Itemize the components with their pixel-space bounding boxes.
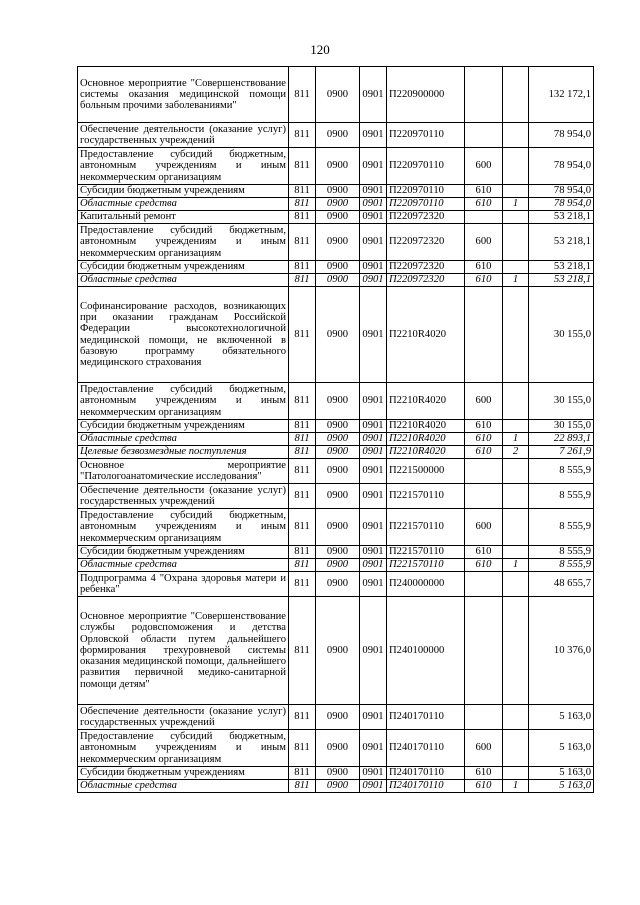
row-amount: 53 218,1 <box>529 224 594 261</box>
row-target-article: П2210R4020 <box>387 420 465 433</box>
row-section-code: 0900 <box>316 546 360 559</box>
row-funding-source <box>503 383 529 420</box>
row-amount: 5 163,0 <box>529 730 594 767</box>
row-ved-code: 811 <box>289 383 316 420</box>
row-amount: 48 655,7 <box>529 572 594 597</box>
row-amount: 53 218,1 <box>529 211 594 224</box>
table-row <box>78 780 594 793</box>
row-subsection-code: 0901 <box>360 597 387 705</box>
row-target-article: П240170110 <box>387 705 465 730</box>
row-expense-type <box>465 123 503 148</box>
row-section-code: 0900 <box>316 148 360 185</box>
row-section-code: 0900 <box>316 509 360 546</box>
row-amount: 30 155,0 <box>529 287 594 383</box>
row-section-code: 0900 <box>316 123 360 148</box>
row-section-code: 0900 <box>316 446 360 459</box>
row-name: Обеспечение деятельности (оказание услуг) государственных учреждений <box>78 705 289 730</box>
row-expense-type: 610 <box>465 446 503 459</box>
row-funding-source: 1 <box>503 433 529 446</box>
table-row <box>78 123 594 148</box>
table-row <box>78 509 594 546</box>
row-section-code: 0900 <box>316 459 360 484</box>
row-name: Обеспечение деятельности (оказание услуг) государственных учреждений <box>78 123 289 148</box>
row-funding-source <box>503 67 529 123</box>
row-section-code: 0900 <box>316 287 360 383</box>
row-expense-type: 600 <box>465 383 503 420</box>
row-name: Основное мероприятие "Патологоанатомические исследования" <box>78 459 289 484</box>
row-ved-code: 811 <box>289 459 316 484</box>
row-name: Предоставление субсидий бюджетным, автономным учреждениям и иным некоммерческим организациям <box>78 148 289 185</box>
row-funding-source <box>503 484 529 509</box>
row-funding-source <box>503 546 529 559</box>
row-target-article: П240170110 <box>387 767 465 780</box>
row-subsection-code: 0901 <box>360 559 387 572</box>
row-amount: 5 163,0 <box>529 705 594 730</box>
row-funding-source <box>503 705 529 730</box>
row-target-article: П221570110 <box>387 559 465 572</box>
page-number: 120 <box>310 42 330 57</box>
row-expense-type: 600 <box>465 509 503 546</box>
row-expense-type: 610 <box>465 546 503 559</box>
row-name: Областные средства <box>78 198 289 211</box>
row-expense-type: 610 <box>465 185 503 198</box>
row-expense-type: 610 <box>465 433 503 446</box>
row-expense-type: 600 <box>465 730 503 767</box>
row-amount: 53 218,1 <box>529 261 594 274</box>
table-row <box>78 433 594 446</box>
row-subsection-code: 0901 <box>360 224 387 261</box>
row-amount: 78 954,0 <box>529 198 594 211</box>
row-target-article: П220972320 <box>387 274 465 287</box>
row-expense-type: 610 <box>465 274 503 287</box>
row-subsection-code: 0901 <box>360 705 387 730</box>
row-funding-source <box>503 767 529 780</box>
row-funding-source <box>503 148 529 185</box>
row-target-article: П220972320 <box>387 224 465 261</box>
row-target-article: П2210R4020 <box>387 433 465 446</box>
row-funding-source <box>503 123 529 148</box>
row-ved-code: 811 <box>289 767 316 780</box>
row-expense-type: 610 <box>465 559 503 572</box>
row-section-code: 0900 <box>316 383 360 420</box>
row-subsection-code: 0901 <box>360 767 387 780</box>
row-funding-source <box>503 185 529 198</box>
row-amount: 30 155,0 <box>529 420 594 433</box>
row-subsection-code: 0901 <box>360 546 387 559</box>
row-funding-source <box>503 261 529 274</box>
row-subsection-code: 0901 <box>360 148 387 185</box>
row-ved-code: 811 <box>289 211 316 224</box>
row-funding-source <box>503 597 529 705</box>
row-section-code: 0900 <box>316 274 360 287</box>
row-ved-code: 811 <box>289 198 316 211</box>
row-ved-code: 811 <box>289 730 316 767</box>
row-section-code: 0900 <box>316 224 360 261</box>
row-amount: 8 555,9 <box>529 484 594 509</box>
row-amount: 5 163,0 <box>529 780 594 793</box>
row-target-article: П220972320 <box>387 211 465 224</box>
row-expense-type: 610 <box>465 420 503 433</box>
row-subsection-code: 0901 <box>360 274 387 287</box>
row-section-code: 0900 <box>316 572 360 597</box>
row-funding-source: 1 <box>503 780 529 793</box>
row-subsection-code: 0901 <box>360 730 387 767</box>
row-ved-code: 811 <box>289 705 316 730</box>
row-target-article: П221570110 <box>387 509 465 546</box>
row-name: Софинансирование расходов, возникающих при оказании гражданам Российской Федерации высокотехнологичной медицинской помощи, не включенной в базовую программу обязательного медицинского страхования <box>78 287 289 383</box>
row-section-code: 0900 <box>316 198 360 211</box>
row-amount: 78 954,0 <box>529 185 594 198</box>
row-funding-source: 2 <box>503 446 529 459</box>
row-ved-code: 811 <box>289 559 316 572</box>
row-ved-code: 811 <box>289 484 316 509</box>
row-expense-type: 610 <box>465 198 503 211</box>
row-name: Предоставление субсидий бюджетным, автономным учреждениям и иным некоммерческим организациям <box>78 730 289 767</box>
row-subsection-code: 0901 <box>360 780 387 793</box>
row-funding-source <box>503 459 529 484</box>
row-name: Предоставление субсидий бюджетным, автономным учреждениям и иным некоммерческим организациям <box>78 509 289 546</box>
row-expense-type <box>465 287 503 383</box>
row-name: Подпрограмма 4 "Охрана здоровья матери и ребенка" <box>78 572 289 597</box>
row-name: Областные средства <box>78 433 289 446</box>
row-funding-source: 1 <box>503 559 529 572</box>
row-target-article: П240170110 <box>387 780 465 793</box>
row-funding-source: 1 <box>503 198 529 211</box>
table-row <box>78 559 594 572</box>
row-ved-code: 811 <box>289 224 316 261</box>
table-row <box>78 420 594 433</box>
row-subsection-code: 0901 <box>360 459 387 484</box>
row-name: Капитальный ремонт <box>78 211 289 224</box>
row-section-code: 0900 <box>316 420 360 433</box>
row-subsection-code: 0901 <box>360 185 387 198</box>
row-amount: 8 555,9 <box>529 546 594 559</box>
row-subsection-code: 0901 <box>360 509 387 546</box>
row-name: Основное мероприятие "Совершенствование системы оказания медицинской помощи больным прочими заболеваниями" <box>78 67 289 123</box>
row-section-code: 0900 <box>316 597 360 705</box>
table-row <box>78 261 594 274</box>
row-expense-type <box>465 211 503 224</box>
row-amount: 132 172,1 <box>529 67 594 123</box>
row-target-article: П220970110 <box>387 198 465 211</box>
table-row <box>78 185 594 198</box>
row-target-article: П221570110 <box>387 484 465 509</box>
row-funding-source <box>503 287 529 383</box>
table-row <box>78 572 594 597</box>
table-row <box>78 484 594 509</box>
row-target-article: П220900000 <box>387 67 465 123</box>
row-subsection-code: 0901 <box>360 572 387 597</box>
row-expense-type <box>465 705 503 730</box>
row-ved-code: 811 <box>289 148 316 185</box>
row-expense-type: 610 <box>465 767 503 780</box>
row-expense-type: 600 <box>465 224 503 261</box>
row-ved-code: 811 <box>289 123 316 148</box>
row-target-article: П221500000 <box>387 459 465 484</box>
row-name: Областные средства <box>78 559 289 572</box>
row-subsection-code: 0901 <box>360 123 387 148</box>
row-target-article: П221570110 <box>387 546 465 559</box>
row-subsection-code: 0901 <box>360 211 387 224</box>
row-ved-code: 811 <box>289 67 316 123</box>
budget-table <box>77 66 594 793</box>
row-name: Предоставление субсидий бюджетным, автономным учреждениям и иным некоммерческим организациям <box>78 383 289 420</box>
row-expense-type: 610 <box>465 780 503 793</box>
row-section-code: 0900 <box>316 767 360 780</box>
row-name: Обеспечение деятельности (оказание услуг) государственных учреждений <box>78 484 289 509</box>
table-row <box>78 148 594 185</box>
row-subsection-code: 0901 <box>360 383 387 420</box>
row-ved-code: 811 <box>289 433 316 446</box>
row-subsection-code: 0901 <box>360 433 387 446</box>
row-name: Целевые безвозмездные поступления <box>78 446 289 459</box>
row-target-article: П240100000 <box>387 597 465 705</box>
row-funding-source <box>503 211 529 224</box>
row-target-article: П220972320 <box>387 261 465 274</box>
row-ved-code: 811 <box>289 446 316 459</box>
row-target-article: П220970110 <box>387 148 465 185</box>
row-ved-code: 811 <box>289 509 316 546</box>
row-amount: 8 555,9 <box>529 459 594 484</box>
row-ved-code: 811 <box>289 274 316 287</box>
row-amount: 53 218,1 <box>529 274 594 287</box>
row-subsection-code: 0901 <box>360 446 387 459</box>
table-row <box>78 546 594 559</box>
row-expense-type <box>465 67 503 123</box>
row-subsection-code: 0901 <box>360 198 387 211</box>
table-row <box>78 459 594 484</box>
row-amount: 78 954,0 <box>529 123 594 148</box>
row-ved-code: 811 <box>289 597 316 705</box>
row-name: Субсидии бюджетным учреждениям <box>78 420 289 433</box>
row-name: Предоставление субсидий бюджетным, автономным учреждениям и иным некоммерческим организациям <box>78 224 289 261</box>
row-funding-source <box>503 420 529 433</box>
row-section-code: 0900 <box>316 780 360 793</box>
row-target-article: П220970110 <box>387 185 465 198</box>
row-ved-code: 811 <box>289 780 316 793</box>
row-funding-source: 1 <box>503 274 529 287</box>
row-section-code: 0900 <box>316 730 360 767</box>
row-ved-code: 811 <box>289 287 316 383</box>
table-row <box>78 287 594 383</box>
row-target-article: П240000000 <box>387 572 465 597</box>
row-ved-code: 811 <box>289 420 316 433</box>
row-funding-source <box>503 572 529 597</box>
table-row <box>78 705 594 730</box>
row-name: Субсидии бюджетным учреждениям <box>78 546 289 559</box>
row-amount: 8 555,9 <box>529 509 594 546</box>
row-section-code: 0900 <box>316 211 360 224</box>
row-funding-source <box>503 224 529 261</box>
row-amount: 10 376,0 <box>529 597 594 705</box>
table-row <box>78 67 594 123</box>
row-ved-code: 811 <box>289 261 316 274</box>
row-expense-type <box>465 597 503 705</box>
table-row <box>78 211 594 224</box>
row-target-article: П2210R4020 <box>387 287 465 383</box>
row-name: Областные средства <box>78 274 289 287</box>
row-subsection-code: 0901 <box>360 420 387 433</box>
row-name: Субсидии бюджетным учреждениям <box>78 767 289 780</box>
row-name: Основное мероприятие "Совершенствование службы родовспоможения и детства Орловской области путем дальнейшего формирования трехуровневой системы оказания медицинской помощи, дальнейшего развития первичной медико-санитарной помощи детям" <box>78 597 289 705</box>
row-amount: 78 954,0 <box>529 148 594 185</box>
row-target-article: П2210R4020 <box>387 383 465 420</box>
row-expense-type: 610 <box>465 261 503 274</box>
row-ved-code: 811 <box>289 546 316 559</box>
row-amount: 5 163,0 <box>529 767 594 780</box>
row-expense-type <box>465 484 503 509</box>
row-subsection-code: 0901 <box>360 484 387 509</box>
row-name: Областные средства <box>78 780 289 793</box>
row-name: Субсидии бюджетным учреждениям <box>78 261 289 274</box>
row-subsection-code: 0901 <box>360 287 387 383</box>
row-section-code: 0900 <box>316 484 360 509</box>
row-ved-code: 811 <box>289 572 316 597</box>
row-section-code: 0900 <box>316 705 360 730</box>
table-row <box>78 383 594 420</box>
row-name: Субсидии бюджетным учреждениям <box>78 185 289 198</box>
row-expense-type <box>465 572 503 597</box>
row-section-code: 0900 <box>316 433 360 446</box>
row-ved-code: 811 <box>289 185 316 198</box>
table-row <box>78 274 594 287</box>
row-amount: 30 155,0 <box>529 383 594 420</box>
row-amount: 7 261,9 <box>529 446 594 459</box>
table-row <box>78 446 594 459</box>
table-row <box>78 198 594 211</box>
row-funding-source <box>503 730 529 767</box>
row-amount: 22 893,1 <box>529 433 594 446</box>
row-target-article: П240170110 <box>387 730 465 767</box>
row-subsection-code: 0901 <box>360 261 387 274</box>
row-target-article: П220970110 <box>387 123 465 148</box>
row-section-code: 0900 <box>316 185 360 198</box>
table-row <box>78 597 594 705</box>
row-amount: 8 555,9 <box>529 559 594 572</box>
table-row <box>78 224 594 261</box>
row-expense-type <box>465 459 503 484</box>
row-funding-source <box>503 509 529 546</box>
row-expense-type: 600 <box>465 148 503 185</box>
row-section-code: 0900 <box>316 67 360 123</box>
row-subsection-code: 0901 <box>360 67 387 123</box>
table-row <box>78 767 594 780</box>
table-row <box>78 730 594 767</box>
row-section-code: 0900 <box>316 261 360 274</box>
row-section-code: 0900 <box>316 559 360 572</box>
row-target-article: П2210R4020 <box>387 446 465 459</box>
